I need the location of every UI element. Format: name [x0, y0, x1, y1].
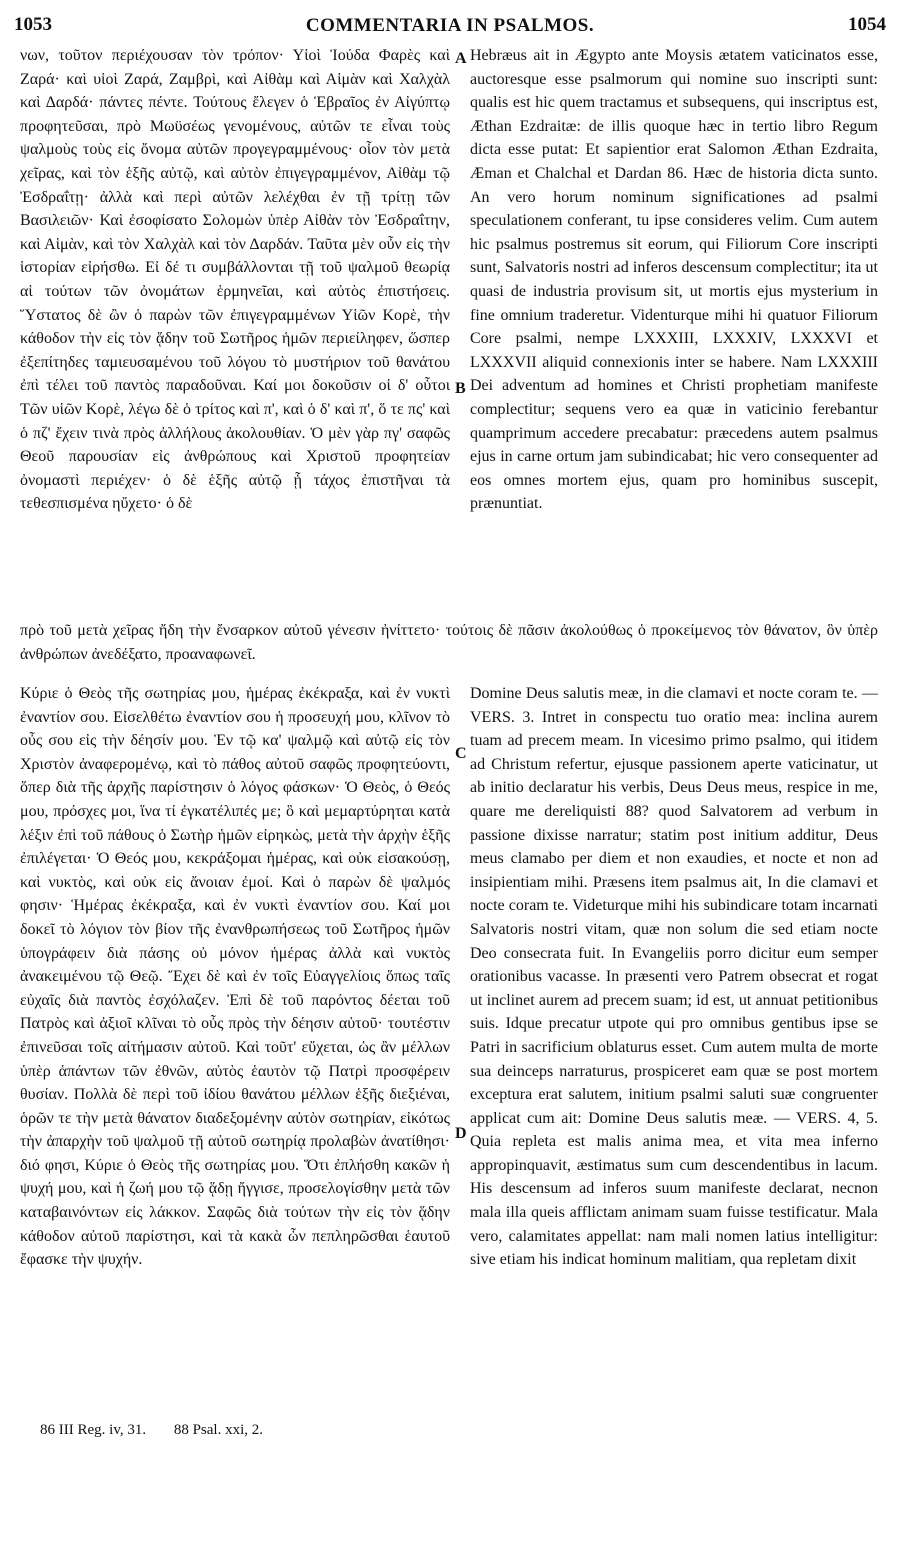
- running-title: COMMENTARIA IN PSALMOS.: [305, 15, 595, 36]
- greek-tail-full-width: [20, 619, 878, 666]
- greek-column-top: [20, 44, 450, 662]
- greek-paragraph-bottom: Κύριε ὁ Θεὸς τῆς σωτηρίας μου, ἡμέρας ἐκέκραξα, καὶ ἐν νυκτὶ ἐναντίον σου. Εἰσελθέτω ἐναντίον σου ἡ προσευχή μου, κλῖνον τὸ οὖς σου εἰς τὴν δέησίν μου. Ἐν τῷ κα' ψαλμῷ καὶ αὐτῷ εἰς τὸν Χριστὸν ἀναφερομένῳ, καὶ τὸ πάθος αὐτοῦ σαφῶς προφητεύοντι, ὅπερ διὰ τῆς ἀρχῆς παρίστησιν ὁ λόγος φάσκων· Ὁ Θεὸς, ὁ Θεός μου, πρόσχες μοι, ἵνα τί ἐγκατέλιπές με; ὃ καὶ μεμαρτύρηται κατὰ λέξιν ἐπὶ τοῦ πάθους ὁ Σωτὴρ ἡμῶν εἰρηκὼς, μετὰ τὴν ἀρχὴν ἑξῆς ἐπιλέγεται· Ὁ Θεός μου, κεκράξομαι ἡμέρας, καὶ οὐκ εἰσακούσῃ, καὶ νυκτὸς, καὶ οὐκ εἰς ἄνοιαν ἐμοί. Καὶ ὁ παρὼν δὲ ψαλμός φησιν· Ἡμέρας ἐκέκραξα, καὶ ἐν νυκτὶ ἐναντίον σου. Καί μοι δοκεῖ τὸ λόγιον τὸν βίον τῆς ἐνανθρωπήσεως τοῦ Σωτῆρος ἡμῶν ὑπογράφειν διὰ πάσης οὐ μόνον ἡμέρας ἀλλὰ καὶ νυκτὸς ἀνακειμένου τῷ Θεῷ. Ἔχει δὲ καὶ ἐν τοῖς Εὐαγγελίοις ὅπως ταῖς εὐχαῖς διὰ παντὸς ἐσχόλαζεν. Ἐπὶ δὲ τοῦ παρόντος δέεται τοῦ Πατρὸς καὶ ἀξιοῖ κλῖναι τὸ οὖς πρὸς τὴν δέησιν αὐτοῦ· τουτέστιν ἐπινεῦσαι τοῖς αἰτήμασιν αὐτοῦ. Καὶ τοῦτ' εὔχεται, ὡς ἂν μέλλων ὑπὲρ ἁπάντων τῶν ἐθνῶν, αὐτὸς ἑαυτὸν τῷ Πατρὶ προσφέρειν θυσίαν. Πολλὰ δὲ περὶ τοῦ ἰδίου θανάτου μέλλων ἑξῆς διεξιέναι, ὁρῶν τε τὴν μετὰ θάνατον διαδεξομένην αὐτὸν σωτηρίαν, εἰκότως τὴν ἀπαρχὴν τοῦ ψαλμοῦ τῇ αὐτοῦ σωτηρίᾳ προλαβὼν ἀνατίθησι· διό φησι, Κύριε ὁ Θεὸς τῆς σωτηρίας μου. Ὅτι ἐπλήσθη κακῶν ἡ ψυχή μου, καὶ ἡ ζωή μου τῷ ᾅδῃ ἤγγισε, προσελογίσθην μετὰ τῶν καταβαινόντων εἰς λάκκον. Σαφῶς διὰ τούτων τὴν εἰς τὸν ᾅδην κάθοδον αὐτοῦ παρίστησι, καὶ τὰ κακὰ ὧν πεπληρῶσθαι ἑαυτοῦ ἔφασκε τὴν ψυχήν.: [20, 685, 450, 1269]
- section-marker-a: A: [455, 50, 467, 67]
- section-marker-d: D: [455, 1125, 467, 1142]
- latin-column-bottom: [470, 682, 878, 1417]
- footnotes: [40, 1422, 287, 1439]
- latin-column-top: [470, 44, 878, 614]
- page-number-right: 1054: [848, 14, 886, 35]
- footnote-86: 86 III Reg. iv, 31.: [40, 1422, 147, 1438]
- footnote-88: 88 Psal. xxi, 2.: [173, 1422, 264, 1438]
- greek-tail-text: πρὸ τοῦ μετὰ χεῖρας ἤδη τὴν ἔνσαρκον αὐτοῦ γένεσιν ἠνίττετο· τούτοις δὲ πᾶσιν ἀκολούθως ὁ προκείμενος τὸν θάνατον, ὃν ὑπὲρ ἀνθρώπων ἀνεδέξατο, προαναφωνεῖ.: [20, 622, 878, 663]
- latin-paragraph-bottom: Domine Deus salutis meæ, in die clamavi et nocte coram te. — VERS. 3. Intret in conspectu tuo oratio mea: inclina aurem tuam ad precem meam. In vicesimo primo psalmo, qui itidem ad Christum refertur, ejusque passionem aperte vaticinatur, ut ab initio declaratur his verbis, Deus Deus meus, respice in me, quare me dereliquisti 88? quod Salvatorem ad verbum in passione dixisse narratur; statim post initium additur, Deus meus clamabo per diem et non exaudies, et nocte et non ad insipientiam mihi. Præsens item psalmus ait, In die clamavi et nocte coram te. Videturque mihi his subindicare totam incarnati Salvatoris nostri vitam, quæ non solum die sed etiam nocte Deo consecrata fuit. In Evangeliis porro dicitur eum semper orationibus vacasse. In præsenti vero Patrem obsecrat et rogat ut inclinet aurem ad precem suam; id est, ut annuat petitionibus suis. Idque precatur utpote qui pro omnibus gentibus ipse se Patri in sacrificium oblaturus esset. Cum autem multa de morte sua deinceps narraturus, prospiceret eam quæ se post mortem exceptura erat salutem, initium psalmi saluti suæ congruenter applicat cum ait: Domine Deus salutis meæ. — VERS. 4, 5. Quia repleta est malis anima mea, et vita mea inferno appropinquavit, æstimatus sum cum descendentibus in lacum. His descensum ad inferos suum manifeste declarat, necnon mala illa queis afflictam animam suam fuisse testificatur. Mala vero, calamitates appellat: nam mali nomen latius intelligitur: sive etiam his indicat hominum malitiam, qua repletam dixit: [470, 685, 878, 1269]
- greek-paragraph-top: νων, τοῦτον περιέχουσαν τὸν τρόπον· Υἱοὶ Ἰούδα Φαρὲς καὶ Ζαρά· καὶ υἱοὶ Ζαρά, Ζαμβρὶ, καὶ Αἰθὰμ καὶ Αἱμὰν καὶ Χαλχὰλ καὶ Δαρδά· πάντες πέντε. Τούτους ἔλεγεν ὁ Ἑβραῖος ἐν Αἰγύπτῳ προφητεῦσαι, πρὸ Μωϋσέως γενομένους, αὐτῶν τε εἶναι τοὺς ψαλμοὺς τοὺς εἰς ὄνομα αὐτῶν προγεγραμμένους· οἷον τὸν μετὰ χεῖρας, καὶ τὸν ἑξῆς αὐτῷ, καὶ αὐτὸν ἐπιγεγραμμένον, Αἰθὰμ τῷ Ἐσδραΐτῃ· ἀλλὰ καὶ περὶ αὐτῶν λελέχθαι ἐν τῇ τρίτῃ τῶν Βασιλειῶν· Καὶ ἐσοφίσατο Σολομὼν ὑπὲρ Αἰθὰν τὸν Ἐσδραΐτην, καὶ Αἱμὰν, καὶ τὸν Χαλχὰλ καὶ τὸν Δαρδάν. Ταῦτα μὲν οὖν εἰς τὴν ἱστορίαν εἰρήσθω. Εἰ δέ τι συμβάλλονται τῇ τοῦ ψαλμοῦ θεωρίᾳ αἱ τούτων τῶν ὀνομάτων ἑρμηνεῖαι, καὶ αὐτὸς ἐπιστήσεις. Ὕστατος δὲ ὢν ὁ παρὼν τῶν ἐπιγεγραμμένων Υἱῶν Κορὲ, τὴν κάθοδον τὴν εἰς τὸν ᾅδην τοῦ Σωτῆρος ἡμῶν περιείληφεν, ὥσπερ ἐξεπίτηδες ταμιευσαμένου τοῦ λόγου τὸ μυστήριον τοῦ θανάτου ἐπὶ τέλει τοῦ παντὸς παραδοῦναι. Καί μοι δοκοῦσιν οἱ δ' οὗτοι Τῶν υἱῶν Κορὲ, λέγω δὲ ὁ τρίτος καὶ π', καὶ ὁ δ' καὶ π', ὅ τε πς' καὶ ὁ πζ' ἔχειν τινὰ πρὸς ἀλλήλους ἀκολουθίαν. Ὁ μὲν γὰρ πγ' σαφῶς Θεοῦ παρουσίαν εἰς ἀνθρώπους καὶ Χριστοῦ προφητείαν ὀνομαστὶ περιέχεν· ὁ δὲ ἑξῆς αὐτῷ ᾗ τάχος ἐπιστῆναι τὰ τεθεσπισμένα ηὔχετο· ὁ δὲ: [20, 47, 450, 513]
- latin-paragraph-top: Hebræus ait in Ægypto ante Moysis ætatem vaticinatos esse, auctoresque esse psalmorum qui nomine suo inscripti sunt: qualis est hic quem tractamus et subsequens, qui inscriptus est, Æthan Ezdraitæ: de illis quoque hæc in tertio libro Regum dicta esse putat: Et sapientior erat Salomon Æthan Ezdraita, Æman et Chalchal et Dardan 86. Hæc de historia dicta sunto. An vero horum nominum significationes ad psalmi speculationem conferant, tu ipse consideres velim. Cum autem hic psalmus postremus sit eorum, qui Filiorum Core inscripti sunt, Salvatoris nostri ad inferos descensum complectitur; ita ut quasi de industria provisum sit, ut mortis ejus mysterium in fine omnium traderetur. Videnturque mihi hi quatuor Filiorum Core psalmi, nempe LXXXIII, LXXXIV, LXXXVI et LXXXVII aliquid connexionis inter se habere. Nam LXXXIII Dei adventum ad homines et Christi prophetiam manifeste complectitur; sequens vero ea quæ in vaticinio ferebantur quamprimum accedere precabatur: præcedens autem psalmus ejus in carne ortum jam subindicabat; hic vero consequenter ad eos omnes mortem ejus, quam pro hominibus suscepit, prænuntiat.: [470, 47, 878, 513]
- page-number-left: 1053: [14, 14, 52, 35]
- greek-column-bottom: [20, 682, 450, 1417]
- section-marker-b: B: [455, 380, 466, 397]
- section-marker-c: C: [455, 745, 467, 762]
- running-header: [14, 14, 886, 38]
